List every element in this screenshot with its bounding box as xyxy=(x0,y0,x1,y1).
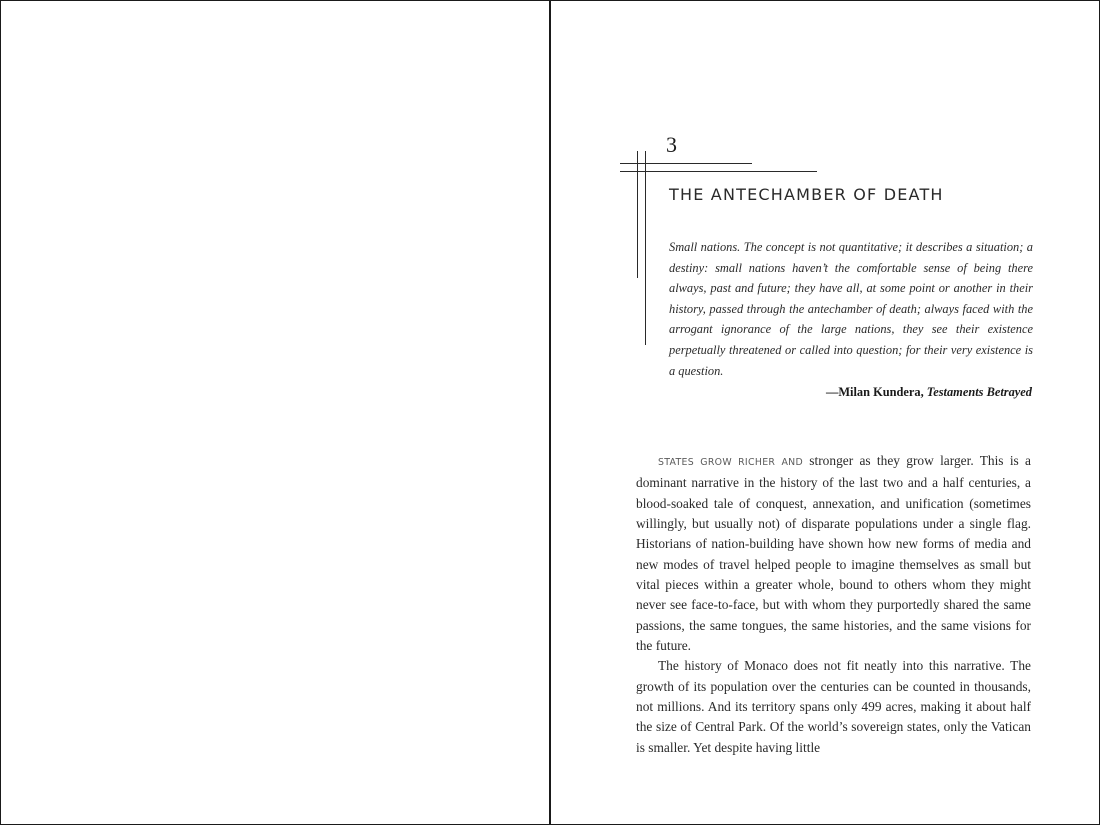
ornament-horizontal-rule-short xyxy=(620,163,752,164)
ornament-vertical-rule-long xyxy=(645,151,646,345)
chapter-title: THE ANTECHAMBER OF DEATH xyxy=(669,185,944,204)
lead-in-small-caps: STATES GROW RICHER AND xyxy=(658,457,803,468)
chapter-body-text xyxy=(636,451,1031,758)
ornament-horizontal-rule-long xyxy=(620,171,817,172)
epigraph-author: —Milan Kundera, xyxy=(825,385,927,399)
body-paragraph-1 xyxy=(636,451,1031,656)
body-paragraph-2: The history of Monaco does not fit neatly into this narrative. The growth of its population over the centuries can be counted in thousands, not millions. And its territory spans only 499 acres, making it about half the size of Central Park. Of the world’s sovereign states, only the Vatican is smaller. Yet despite having little xyxy=(636,658,1031,755)
chapter-number: 3 xyxy=(666,132,677,157)
book-spine-divider xyxy=(549,0,551,825)
epigraph-book-title: Testaments Betrayed xyxy=(926,385,1032,399)
epigraph-attribution xyxy=(669,385,1032,400)
ornament-vertical-rule-short xyxy=(637,151,638,278)
left-page-blank xyxy=(0,0,549,825)
paragraph-1-text: stronger as they grow larger. This is a dominant narrative in the history of the last two and a half centuries, a blood-soaked tale of conquest, annexation, and unification (sometimes willingly, but usually not) of disparate populations under a single flag. Historians of nation-building have shown how new forms of media and new modes of travel helped people to imagine themselves as small but vital pieces within a greater whole, bound to others whom they might never see face-to-face, but with whom they purportedly shared the same passions, the same tongues, the same histories, and the same visions for the future. xyxy=(636,453,1031,654)
epigraph-quote: Small nations. The concept is not quantitative; it describes a situation; a destiny: small nations haven’t the comfortable sense of being there always, past and future; they have all, at some point or another in their history, passed through the antechamber of death; always faced with the arrogant ignorance of the large nations, they see their existence perpetually threatened or called into question; for their very existence is a question. xyxy=(669,240,1033,378)
